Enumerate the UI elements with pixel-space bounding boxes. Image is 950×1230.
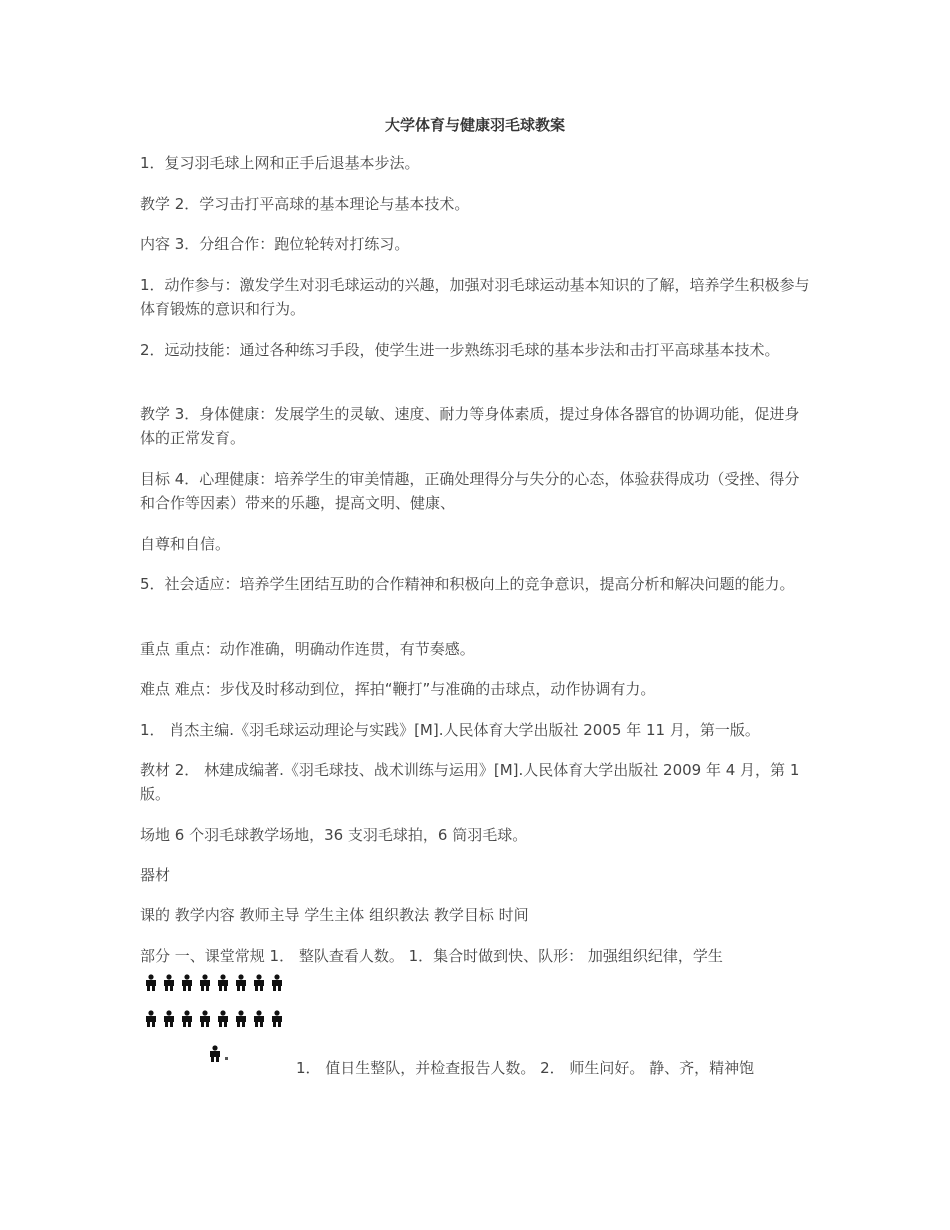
paragraph: 课的 教学内容 教师主导 学生主体 组织教法 教学目标 时间 bbox=[140, 906, 529, 924]
student-icon bbox=[179, 974, 195, 992]
paragraph: 教学 2．学习击打平高球的基本理论与基本技术。 bbox=[140, 195, 470, 213]
student-icon bbox=[161, 1010, 177, 1028]
student-icon bbox=[269, 974, 285, 992]
paragraph: 场地 6 个羽毛球教学场地，36 支羽毛球拍，6 筒羽毛球。 bbox=[140, 826, 528, 844]
paragraph: 1．复习羽毛球上网和正手后退基本步法。 bbox=[140, 154, 420, 172]
paragraph: 1． 肖杰主编.《羽毛球运动理论与实践》[M].人民体育大学出版社 2005 年 11 月，第一版。 bbox=[140, 721, 760, 739]
student-icon bbox=[215, 974, 231, 992]
paragraph: 目标 4．心理健康：培养学生的审美情趣，正确处理得分与失分的心态，体验获得成功（受挫、得分和合作等因素）带来的乐趣，提高文明、健康、 bbox=[140, 470, 800, 512]
student-icon bbox=[161, 974, 177, 992]
instructor-marker bbox=[207, 1045, 228, 1063]
paragraph: 器材 bbox=[140, 866, 171, 884]
paragraph: 2．远动技能：通过各种练习手段，使学生进一步熟练羽毛球的基本步法和击打平高球基本技术。 bbox=[140, 341, 780, 359]
student-icon bbox=[233, 974, 249, 992]
student-icon bbox=[269, 1010, 285, 1028]
student-icon bbox=[197, 974, 213, 992]
instructor-icon bbox=[207, 1045, 223, 1063]
document-title: 大学体育与健康羽毛球教案 bbox=[384, 116, 565, 134]
student-icon bbox=[251, 974, 267, 992]
paragraph: 教材 2． 林建成编著.《羽毛球技、战术训练与运用》[M].人民体育大学出版社 2009 年 4 月，第 1 版。 bbox=[140, 761, 800, 803]
student-icon bbox=[179, 1010, 195, 1028]
student-icon bbox=[143, 1010, 159, 1028]
paragraph: 重点 重点：动作准确，明确动作连贯，有节奏感。 bbox=[140, 640, 475, 658]
paragraph: 内容 3．分组合作：跑位轮转对打练习。 bbox=[140, 235, 410, 253]
student-icon bbox=[197, 1010, 213, 1028]
paragraph: 教学 3．身体健康：发展学生的灵敏、速度、耐力等身体素质，提过身体各器官的协调功能，促进身体的正常发育。 bbox=[140, 405, 800, 447]
student-icon bbox=[143, 974, 159, 992]
student-icon bbox=[233, 1010, 249, 1028]
paragraph: 5．社会适应：培养学生团结互助的合作精神和积极向上的竞争意识，提高分析和解决问题的能力。 bbox=[140, 575, 795, 593]
paragraph: 1． 值日生整队，并检查报告人数。 2． 师生问好。 静、齐，精神饱 bbox=[296, 1059, 755, 1077]
student-row-2 bbox=[143, 1010, 285, 1028]
paragraph: 1．动作参与：激发学生对羽毛球运动的兴趣，加强对羽毛球运动基本知识的了解，培养学生积极参与体育锻炼的意识和行为。 bbox=[140, 276, 810, 318]
paragraph: 部分 一、课堂常规 1． 整队查看人数。 1．集合时做到快、队形： 加强组织纪律，学生 bbox=[140, 947, 723, 965]
instructor-dot bbox=[225, 1057, 228, 1060]
student-icon bbox=[215, 1010, 231, 1028]
paragraph: 难点 难点：步伐及时移动到位，挥拍“鞭打”与准确的击球点，动作协调有力。 bbox=[140, 680, 656, 698]
student-row-1 bbox=[143, 974, 285, 992]
student-icon bbox=[251, 1010, 267, 1028]
paragraph: 自尊和自信。 bbox=[140, 535, 231, 553]
